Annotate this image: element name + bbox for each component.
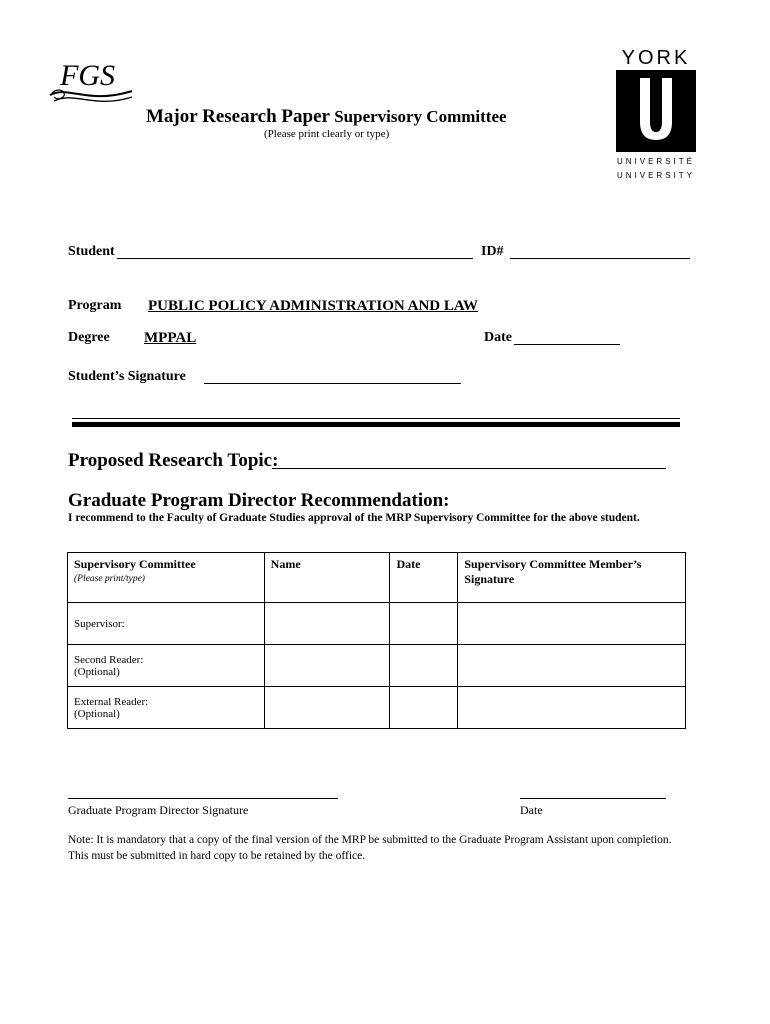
role-label: Supervisor: — [74, 617, 125, 630]
note-line-2: This must be submitted in hard copy to be retained by the office. — [68, 850, 366, 862]
table-header-row — [68, 553, 686, 603]
table-row — [68, 645, 686, 687]
date-label: Date — [484, 330, 512, 345]
recommendation-text: I recommend to the Faculty of Graduate Studies approval of the MRP Supervisory Committee for the above student. — [68, 512, 640, 524]
header-committee — [68, 553, 265, 603]
date-cell[interactable] — [390, 645, 458, 687]
degree-label: Degree — [68, 330, 110, 345]
id-field[interactable] — [510, 258, 690, 259]
form-title-main: Major Research Paper — [146, 106, 330, 127]
role-label: Second Reader: — [74, 653, 144, 666]
date-cell[interactable] — [390, 603, 458, 645]
student-field[interactable] — [117, 258, 473, 259]
divider-thin — [72, 418, 680, 419]
signature-cell[interactable] — [458, 687, 686, 729]
role-note: (Optional) — [74, 665, 120, 678]
research-topic-label: Proposed Research Topic: — [68, 450, 279, 471]
name-cell[interactable] — [264, 645, 390, 687]
director-signature-field[interactable] — [68, 798, 338, 799]
student-signature-label: Student’s Signature — [68, 369, 186, 384]
header-name: Name — [264, 553, 390, 603]
note-line-1: Note: It is mandatory that a copy of the final version of the MRP be submitted to the Graduate Program Assistant upon completion. — [68, 834, 672, 846]
fgs-logo — [48, 55, 134, 105]
table-row — [68, 603, 686, 645]
signature-cell[interactable] — [458, 645, 686, 687]
role-note: (Optional) — [74, 707, 120, 720]
divider-thick — [72, 422, 680, 427]
form-title — [146, 106, 507, 128]
header-committee-sub: (Please print/type) — [74, 574, 145, 584]
director-date-field[interactable] — [520, 798, 666, 799]
program-value: PUBLIC POLICY ADMINISTRATION AND LAW — [148, 298, 479, 314]
name-cell[interactable] — [264, 603, 390, 645]
committee-table — [67, 552, 686, 729]
role-cell — [68, 687, 265, 729]
date-cell[interactable] — [390, 687, 458, 729]
recommendation-heading: Graduate Program Director Recommendation: — [68, 490, 450, 511]
role-cell — [68, 645, 265, 687]
svg-text:YORK: YORK — [621, 47, 691, 69]
role-label: External Reader: — [74, 695, 149, 708]
id-label: ID# — [481, 244, 504, 259]
form-subtitle: (Please print clearly or type) — [264, 128, 390, 140]
form-title-rest: Supervisory Committee — [329, 107, 507, 126]
director-date-label: Date — [520, 803, 543, 817]
svg-text:FGS: FGS — [60, 59, 115, 92]
student-label: Student — [68, 244, 115, 259]
role-cell — [68, 603, 265, 645]
name-cell[interactable] — [264, 687, 390, 729]
degree-value: MPPAL — [144, 330, 197, 346]
date-field[interactable] — [514, 344, 620, 345]
svg-text:UNIVERSITY: UNIVERSITY — [616, 171, 696, 180]
student-signature-field[interactable] — [204, 383, 461, 384]
director-signature-label: Graduate Program Director Signature — [68, 803, 249, 817]
program-label: Program — [68, 298, 122, 313]
signature-cell[interactable] — [458, 603, 686, 645]
research-topic-field[interactable] — [272, 468, 666, 469]
table-row — [68, 687, 686, 729]
header-committee-label: Supervisory Committee — [74, 557, 196, 571]
header-date: Date — [390, 553, 458, 603]
svg-text:UNIVERSITÉ: UNIVERSITÉ — [616, 157, 696, 166]
header-signature: Supervisory Committee Member’s Signature — [458, 553, 686, 603]
york-university-logo — [612, 44, 700, 182]
